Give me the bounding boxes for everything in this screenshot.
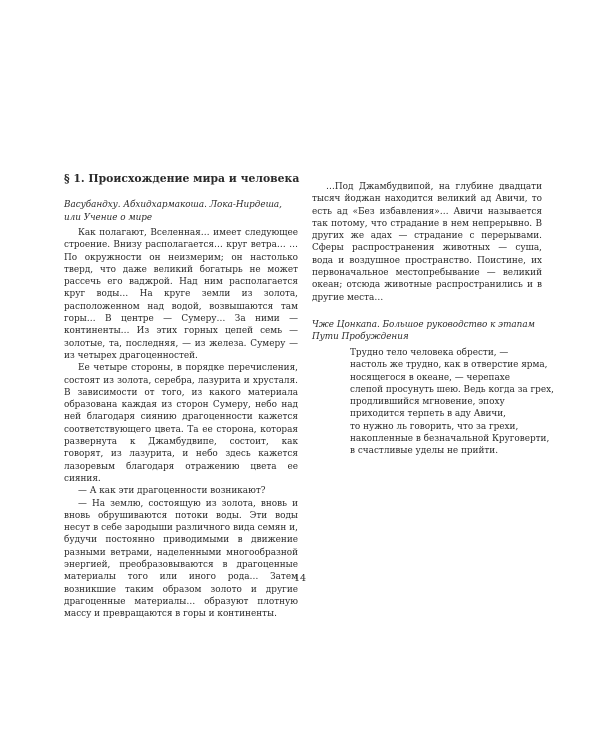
poem-line: то нужно ль говорить, что за грехи, bbox=[350, 421, 519, 432]
poem-line: приходится терпеть в аду Авичи, bbox=[350, 409, 506, 420]
poem-line: носящегося в океане, — черепахе bbox=[350, 372, 510, 383]
poem-line: продлившийся мгновение, эпоху bbox=[350, 397, 505, 408]
page-number: 14 bbox=[293, 573, 307, 584]
source-citation-tsongkhapa: Чже Цонкапа. Большое руководство к этапам Пути Пробуждения bbox=[312, 319, 535, 343]
paragraph: …Под Джамбудвипой, на глубине двадцати тысяч йоджан находится великий ад Авичи, то есть ад «Без избавления»… Авичи называется так потому, что страдание в нем непрерывно. В других же адах — страдание с перерывами. Сферы распространения животных — суша, вода и воздушное пространство. Поистине, их первоначальное местопребывание — великий океан; отсюда животные распространились и в другие места… bbox=[312, 182, 542, 303]
poem-line: в счастливые уделы не прийти. bbox=[350, 446, 499, 457]
paragraph: Как полагают, Вселенная… имеет следующее строение. Внизу располагается… круг ветра… …По окружности он неизмерим; он настолько тверд, что даже великий богатырь не может рассечь его ваджрой. Над ним располагается круг воды… На круге земли из золота, расположенном над водой, возвышаются там горы… В центре — Сумеру… За ними — континенты… Из этих горных цепей семь — золотые, та, последняя, — из железа. Сумеру — из четырех драгоценностей. bbox=[64, 228, 298, 361]
paragraph: Ее четыре стороны, в порядке перечисления, состоят из золота, серебра, лазурита и хрусталя. В зависимости от того, из какого материала образована каждая из сторон Сумеру, небо над ней благодаря сиянию драгоценности кажется соответствующего цвета. Та ее сторона, которая развернута к Джамбудвипе, состоит, как говорят, из лазурита, и небо здесь кажется лазоревым благодаря отражению цвета ее сияния. bbox=[64, 363, 298, 484]
poem-line: Трудно тело человека обрести, — bbox=[350, 347, 509, 358]
poem-line: слепой просунуть шею. Ведь когда за грех, bbox=[350, 384, 554, 395]
right-column bbox=[312, 181, 554, 458]
left-column bbox=[64, 172, 298, 621]
section-heading: § 1. Происхождение мира и человека bbox=[64, 172, 300, 185]
source-citation-vasubandhu: Васубандху. Абхидхармакоша. Лока-Нирдеша, или Учение о мире bbox=[64, 200, 282, 223]
paragraph: — А как эти драгоценности возникают? bbox=[78, 486, 266, 497]
poem bbox=[350, 347, 554, 458]
poem-line: настоль же трудно, как в отверстие ярма, bbox=[350, 360, 548, 371]
poem-line: накопленные в безначальной Круговерти, bbox=[350, 434, 550, 445]
paragraph: — На землю, состоящую из золота, вновь и вновь обрушиваются потоки воды. Эти воды несут в себе зародыши различного вида семян и, будучи постоянно приводимыми в движение разными ветрами, наделенными многообразной энергией, преобразовываются в драгоценные материалы того или иного рода… Затем возникшие таким образом золото и другие драгоценные материалы… образуют плотную массу и превращаются в горы и континенты. bbox=[64, 498, 298, 620]
